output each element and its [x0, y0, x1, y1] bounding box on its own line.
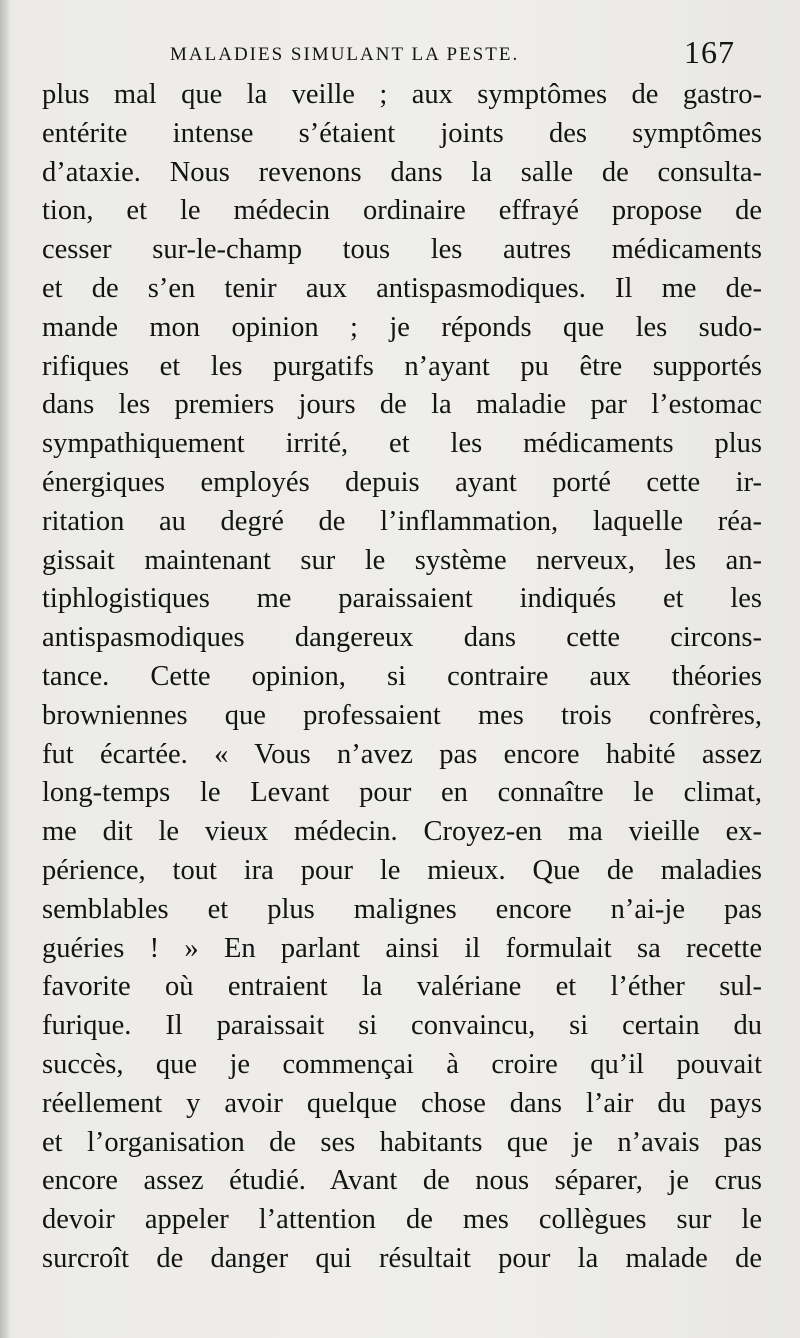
text-line: devoir appeler l’attention de mes collègues sur le [42, 1204, 762, 1236]
text-line: long-temps le Levant pour en connaître le climat, [42, 777, 762, 809]
text-line: surcroît de danger qui résultait pour la malade de [42, 1242, 762, 1274]
text-line: favorite où entraient la valériane et l’éther sul- [42, 971, 762, 1003]
text-line: d’ataxie. Nous revenons dans la salle de consulta- [42, 156, 762, 188]
text-line: et l’organisation de ses habitants que je n’avais pas [42, 1126, 762, 1158]
page-gutter-shadow [0, 0, 10, 1338]
text-line: sympathiquement irrité, et les médicaments plus [42, 428, 762, 460]
text-line: encore assez étudié. Avant de nous séparer, je crus [42, 1165, 762, 1197]
text-line: rifiques et les purgatifs n’ayant pu être supportés [42, 350, 762, 382]
text-line: tiphlogistiques me paraissaient indiqués et les [42, 583, 762, 615]
text-line: antispasmodiques dangereux dans cette circons- [42, 622, 762, 654]
text-line: énergiques employés depuis ayant porté cette ir- [42, 466, 762, 498]
page-number: 167 [684, 34, 735, 70]
text-line: et de s’en tenir aux antispasmodiques. Il me de- [42, 272, 762, 304]
text-line: semblables et plus malignes encore n’ai-je pas [42, 893, 762, 925]
text-line: me dit le vieux médecin. Croyez-en ma vieille ex- [42, 816, 762, 848]
text-line: entérite intense s’étaient joints des symptômes [42, 117, 762, 149]
text-line: succès, que je commençai à croire qu’il pouvait [42, 1048, 762, 1080]
text-line: dans les premiers jours de la maladie par l’estomac [42, 389, 762, 421]
text-line: ritation au degré de l’inflammation, laquelle réa- [42, 505, 762, 537]
text-line: tion, et le médecin ordinaire effrayé propose de [42, 195, 762, 227]
text-line: gissait maintenant sur le système nerveux, les an- [42, 544, 762, 576]
text-line: browniennes que professaient mes trois confrères, [42, 699, 762, 731]
text-line: furique. Il paraissait si convaincu, si certain du [42, 1010, 762, 1042]
text-line: fut écartée. « Vous n’avez pas encore habité assez [42, 738, 762, 770]
text-line: guéries ! » En parlant ainsi il formulait sa recette [42, 932, 762, 964]
text-line: cesser sur-le-champ tous les autres médicaments [42, 234, 762, 266]
body-text [42, 76, 762, 1279]
running-title: MALADIES SIMULANT LA PESTE. [170, 44, 520, 65]
text-line: réellement y avoir quelque chose dans l’air du pays [42, 1087, 762, 1119]
text-line: mande mon opinion ; je réponds que les sudo- [42, 311, 762, 343]
text-line: périence, tout ira pour le mieux. Que de maladies [42, 854, 762, 886]
text-line: tance. Cette opinion, si contraire aux théories [42, 660, 762, 692]
text-line: plus mal que la veille ; aux symptômes de gastro- [42, 79, 762, 110]
